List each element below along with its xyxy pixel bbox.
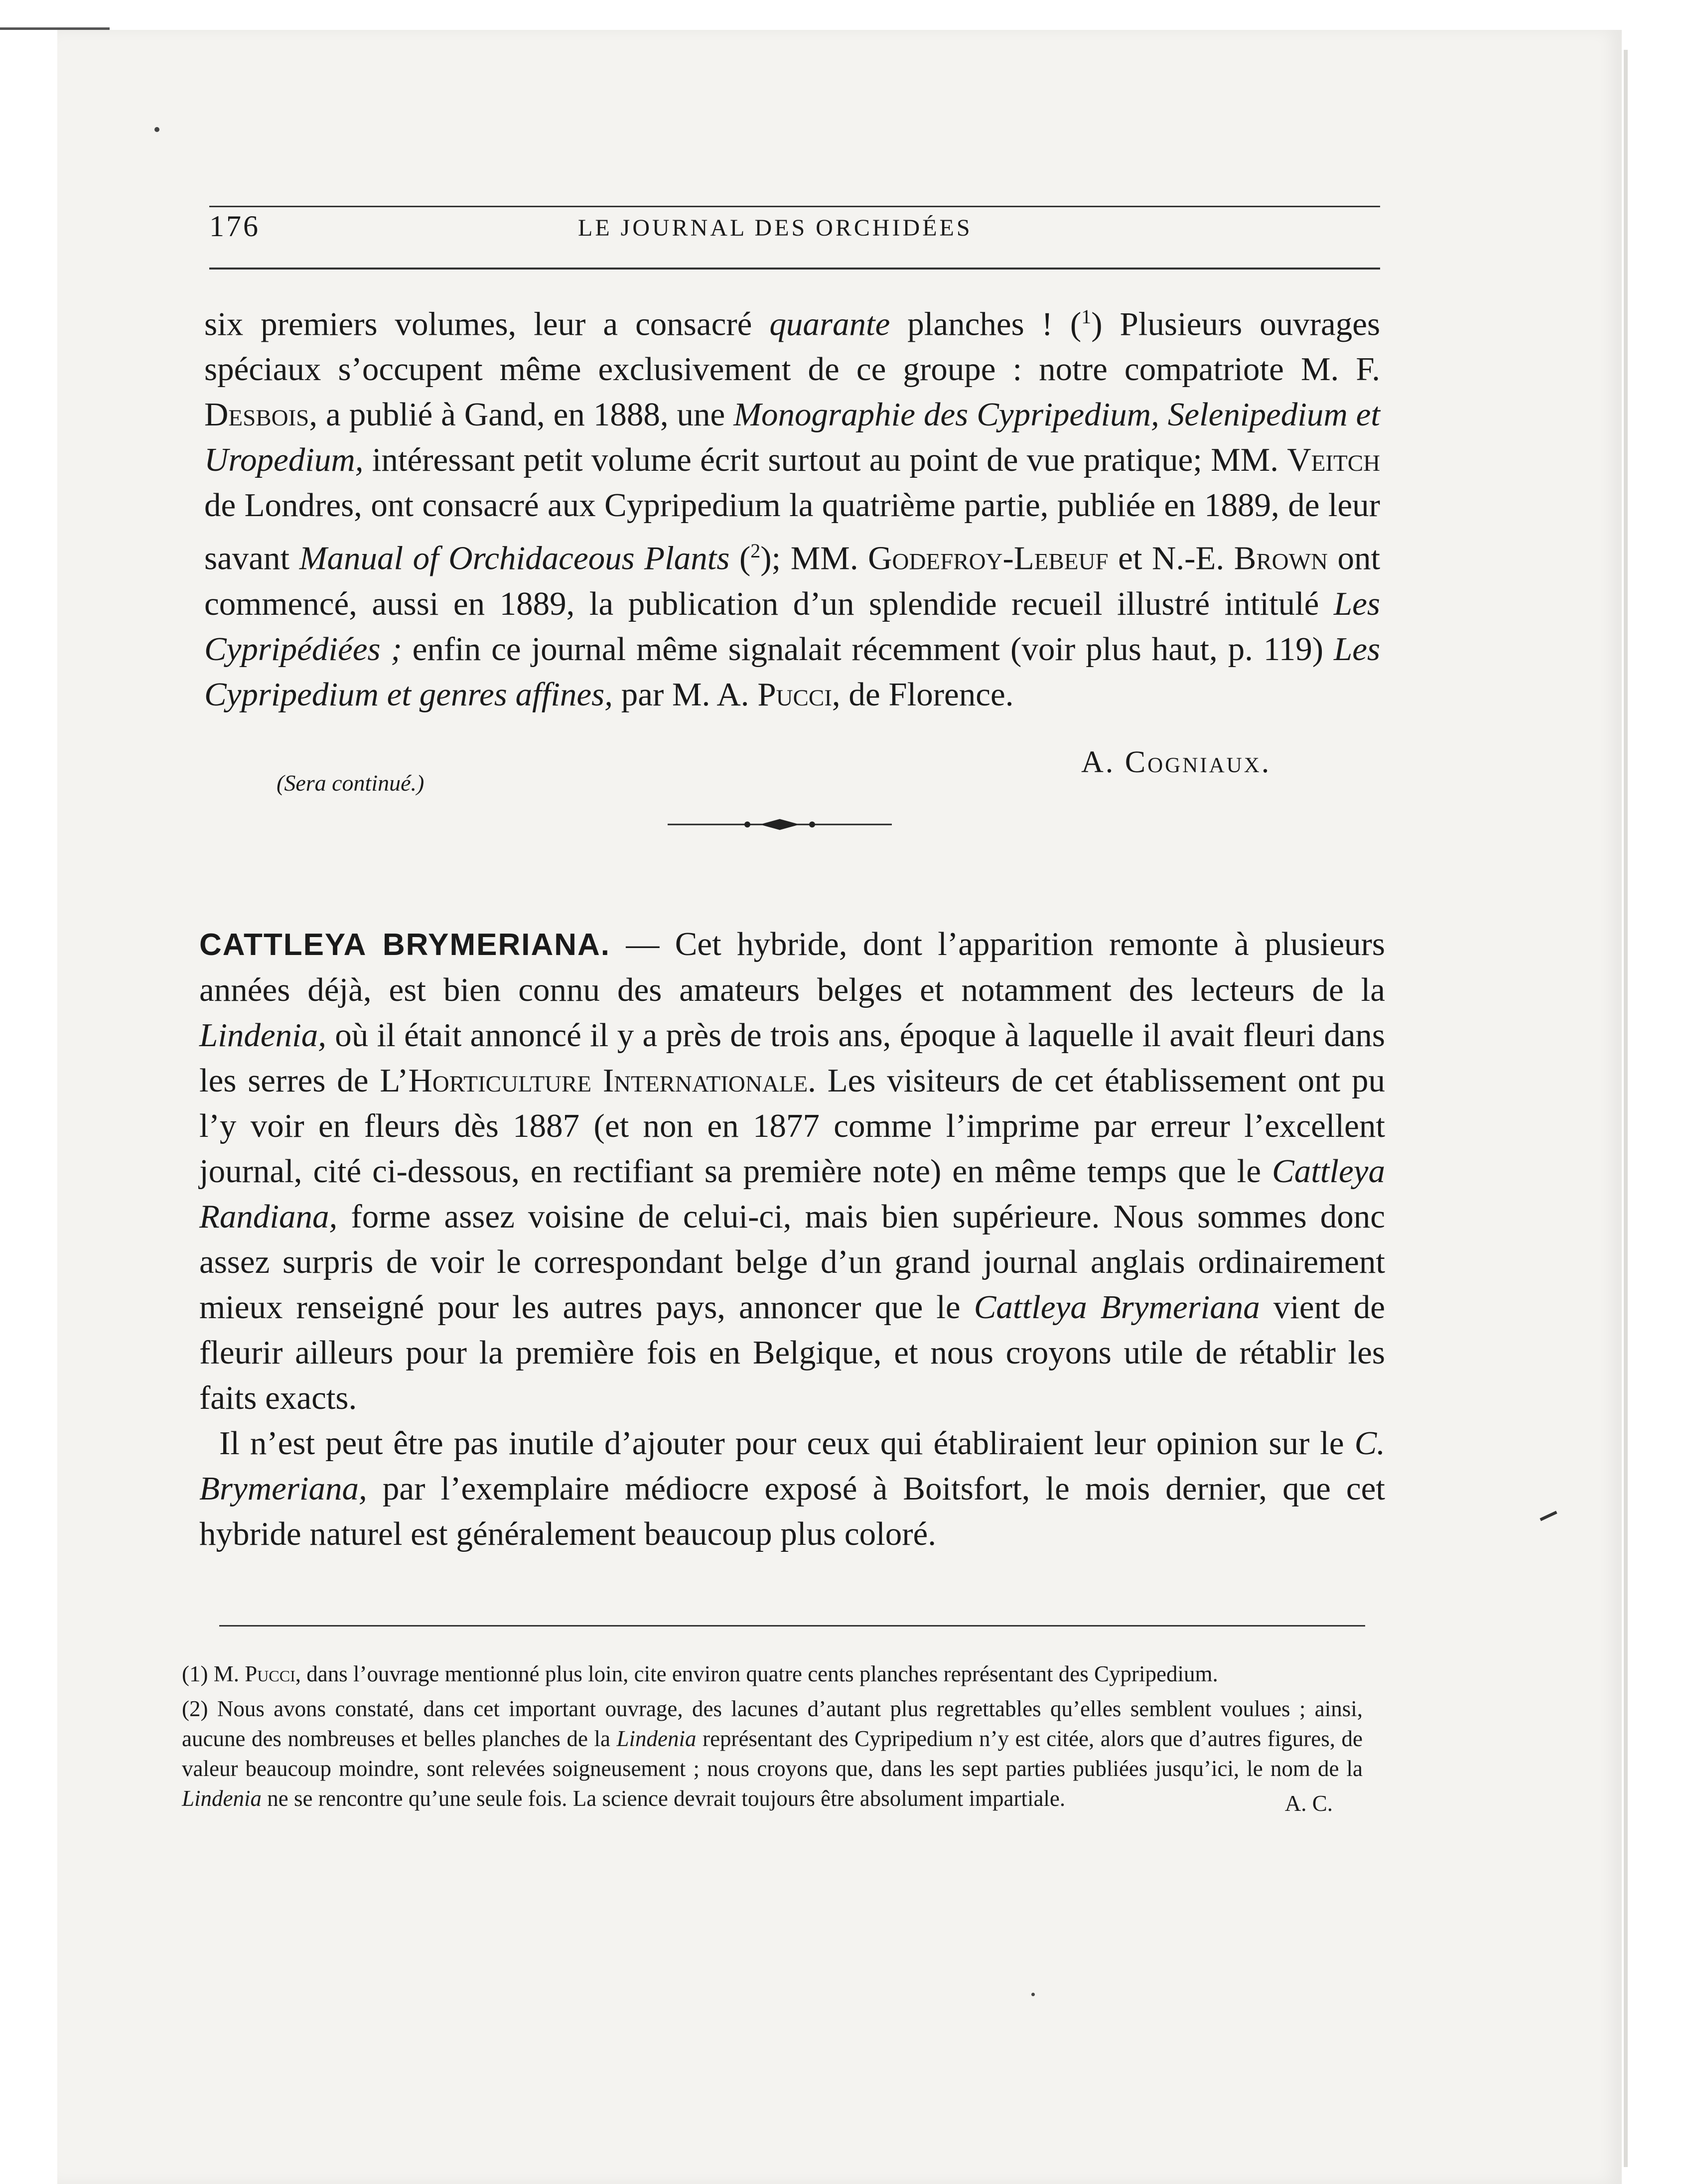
establishment-name: L’Horticulture Internationale.	[380, 1062, 816, 1099]
section-divider-ornament	[668, 817, 892, 832]
text: planches ! (	[907, 305, 1082, 343]
paragraph	[199, 1421, 1385, 1557]
footnote-ref: 1	[1081, 305, 1092, 328]
header-rule-top	[209, 206, 1380, 207]
book-title: Monographie des Cypripedium, Selenipedium et Uropedium,	[204, 396, 1381, 479]
footnotes	[182, 1659, 1363, 1818]
text: , a publié à Gand, en 1888, une	[309, 396, 725, 433]
paragraph	[199, 922, 1385, 1421]
scan-speck	[154, 127, 159, 132]
text: enfin ce journal même signalait récemment (voir plus haut, p. 119)	[412, 630, 1324, 668]
text: , de Florence.	[832, 676, 1014, 713]
author-name: Pucci	[245, 1661, 295, 1686]
footnote-1	[182, 1659, 1363, 1689]
header-rule-bottom	[209, 268, 1380, 270]
text: six premiers volumes, leur a consacré	[204, 305, 752, 343]
text: et N.-E.	[1118, 540, 1225, 577]
author-name: Pucci	[757, 676, 832, 713]
paragraph	[204, 294, 1380, 717]
text: par l’exemplaire médiocre exposé à Boitsfort, le mois dernier, que cet hybride naturel est généralement beaucoup plus coloré.	[199, 1470, 1385, 1552]
journal-title: Lindenia	[182, 1786, 262, 1811]
book-title: Les Cypripédiées ;	[204, 585, 1380, 668]
text: — Cet hybride, dont l’apparition remonte à plusieurs années déjà, est bien connu des amateurs belges et notamment des lecteurs de la	[199, 926, 1386, 1008]
species-name: Cattleya Randiana,	[199, 1153, 1386, 1235]
text: par M. A.	[621, 676, 749, 713]
author-signature: A. Cogniaux.	[1081, 745, 1271, 779]
book-title: Manual of Orchidaceous Plants	[299, 540, 730, 577]
text: forme assez voisine de celui-ci, mais bien supérieure. Nous sommes donc assez surpris de voir le correspondant belge d’un grand journal anglais ordinairement mieux renseigné pour les autres pays, annoncer que le	[199, 1198, 1385, 1326]
author-name: Veitch	[1287, 441, 1381, 479]
text: M.	[213, 1661, 239, 1686]
text: ) Plusieurs ouvrages spéciaux s’occupent même exclusivement de ce groupe : notre compatriote M. F.	[204, 305, 1381, 388]
author-name: Godefroy-Lebeuf	[868, 540, 1109, 577]
text: Les visiteurs de cet établissement ont pu l’y voir en fleurs dès 1887 (et non en 1877 comme l’imprime par erreur l’excellent journal, cité ci-dessous, en rectifiant sa première note) en même temps que le	[199, 1062, 1385, 1190]
text: ne se rencontre qu’une seule fois. La science devrait toujours être absolument impartiale.	[267, 1786, 1066, 1811]
emphasis: quarante	[769, 305, 890, 343]
journal-title: Lindenia,	[199, 1017, 326, 1054]
text: ont commencé, aussi en 1889, la publication d’un splendide recueil illustré intitulé	[204, 540, 1381, 622]
species-name: C. Brymeriana,	[199, 1425, 1386, 1507]
book-title: Les Cypripedium et genres affines,	[204, 630, 1381, 713]
continued-article-text	[204, 294, 1380, 717]
footnote-rule	[219, 1625, 1365, 1627]
article-cattleya	[199, 922, 1385, 1557]
text: , dans l’ouvrage mentionné plus loin, cite environ quatre cents planches représentant des Cypripedium.	[295, 1661, 1218, 1686]
text: de Londres, ont consacré aux Cypripedium la quatrième partie, publiée en 1889, de leur savant	[204, 487, 1380, 577]
author-name: Brown	[1234, 540, 1328, 577]
scan-speck	[1031, 1993, 1035, 1996]
continued-note: (Sera continué.)	[277, 770, 424, 796]
text: Nous avons constaté, dans cet important ouvrage, des lacunes d’autant plus regrettables qu’elles semblent voulues ; ainsi, aucune des nombreuses et belles planches de la	[182, 1696, 1363, 1751]
page-edge	[1624, 50, 1628, 2167]
footnote-number: (1)	[182, 1661, 208, 1686]
footnote-number: (2)	[182, 1696, 208, 1721]
journal-title: Lindenia	[616, 1726, 697, 1751]
text: vient de fleurir ailleurs pour la première fois en Belgique, et nous croyons utile de rétablir les faits exacts.	[199, 1289, 1385, 1416]
text: représentant des Cypripedium n’y est citée, alors que d’autres figures, de valeur beaucoup moindre, sont relevées soigneusement ; nous croyons que, dans les sept parties publiées jusqu’ici, le nom de la	[182, 1726, 1363, 1781]
text: ); MM.	[760, 540, 858, 577]
footnote-ref: 2	[750, 540, 761, 562]
page-number: 176	[209, 210, 260, 243]
text: Il n’est peut être pas inutile d’ajouter pour ceux qui établiraient leur opinion sur le	[219, 1425, 1344, 1462]
text: (	[739, 540, 751, 577]
author-name: Desbois	[204, 396, 309, 433]
species-name: Cattleya Brymeriana	[974, 1289, 1260, 1326]
article-heading: CATTLEYA BRYMERIANA.	[199, 928, 611, 962]
text: où il était annoncé il y a près de trois ans, époque à laquelle il avait fleuri dans les serres de	[199, 1017, 1386, 1099]
footnote-signature: A. C.	[1284, 1791, 1333, 1816]
running-title: LE JOURNAL DES ORCHIDÉES	[578, 215, 973, 241]
text: intéressant petit volume écrit surtout au point de vue pratique; MM.	[372, 441, 1278, 479]
scan-mark	[0, 27, 110, 30]
